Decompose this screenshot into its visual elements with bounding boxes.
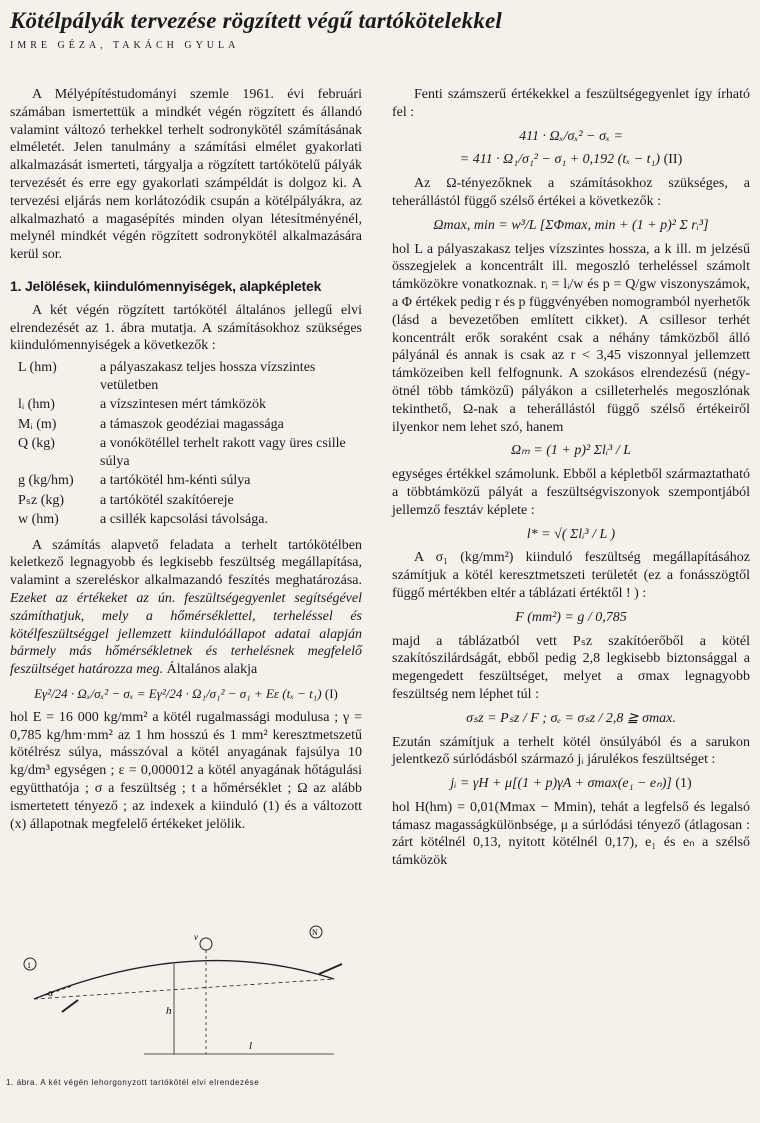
- task-tail-text: Általános alakja: [166, 662, 258, 678]
- equation-2b: [392, 151, 750, 169]
- right-anchor: [319, 964, 342, 974]
- cable-curve: [34, 961, 334, 999]
- right-paragraph-3: hol L a pályaszakasz teljes vízszintes hossza, a k ill. m jelzésű összegjelek a koncentrált ill. megoszló terheléssel számolt támközökre vonatkoznak. rᵢ = lᵢ/w és p = Q/gw viszonyszámok, a Φ értékek pedig r és p függvényében nomogramból nyerhetők (lásd a bevezetőben említett cikket). A csillesor terhét koncentrált erők soraként csak a néhány támközből álló pályánál és annak is csak az r < 3,45 viszonnyal jellemzett támközeiben kell felfognunk. A szokásos elrendezésű (négy-ötnél több támközű) pályákon a csilleterhelés megoszlónak tekinthető, Ω-nak a teherállástól függő szélső értékeiről ilyenkor nem lehet szó, hanem: [392, 241, 750, 435]
- symbol: g (kg/hm): [18, 473, 74, 489]
- equation-8-body: jᵢ = γH + μ[(1 + p)γA + σmax(e₁ − eₙ)]: [450, 776, 672, 792]
- right-paragraph-8: hol H(hm) = 0,01(Mmax − Mmin), tehát a legfelső és legalsó támasz magasságkülönbsége, μ a súrlódási tényező (átlagosan : zárt kötélnél 0,13, nyitott kötélnél 0,17), e₁ és eₙ a szélső támközök: [392, 799, 750, 869]
- chord-line: [34, 979, 334, 999]
- right-paragraph-2: Az Ω-tényezőknek a számításokhoz szükséges, a teherállástól függő szélső értékei a következők :: [392, 176, 750, 209]
- figure-caption: 1. ábra. A két végén lehorgonyzott tartókötél elvi elrendezése: [6, 1078, 260, 1087]
- equation-1-body: Eγ²/24 · Ωₓ/σₓ² − σₓ = Eγ²/24 · Ω₁/σ₁² − σ₁ + Eε (tₓ − t₁): [34, 686, 322, 702]
- equation-8-tag: (1): [675, 776, 692, 792]
- symbol: L (hm): [18, 360, 57, 376]
- right-paragraph-6: majd a táblázatból vett Pₛz szakítóerőből a kötél szakítószilárdságát, ebből pedig 2,8 legkisebb biztonsággal a megengedett feszültséget, melyet a σmax legnagyobb feszültség nem léphet túl :: [392, 633, 750, 702]
- definitions-paragraph: hol E = 16 000 kg/mm² a kötél rugalmassági modulusa ; γ = 0,785 kg/hm·mm² az 1 hm hosszú és 1 mm² keresztmetszetű kötélrész súlya, másszóval a kötél anyagának fajsúlya 10 kg/dm³ egységen ; ε = 0,000012 a kötél anyagának hőtágulási együtthatója ; σ a feszültség ; t a hőmérséklet ; Ω az alább ismertetett tényező ; az indexek a kiinduló (1) és a változott (x) állapotnak megfelelő értékeket jelölik.: [10, 709, 362, 832]
- equation-8: [392, 775, 750, 793]
- symbol-row: [18, 492, 362, 512]
- node-b-label: N: [312, 928, 318, 937]
- equation-1-tag: (I): [324, 686, 338, 702]
- symbol-row: [18, 396, 362, 416]
- symbol-desc: a pályaszakasz teljes hossza vízszintes vetületben: [100, 360, 316, 393]
- symbol: Pₛz (kg): [18, 492, 65, 508]
- h-label: h: [166, 1005, 172, 1017]
- symbol: Mᵢ (m): [18, 416, 57, 432]
- right-paragraph-5: A σ₁ (kg/mm²) kiinduló feszültség megállapításához számítjuk a kötél keresztmetszeti területét (ez a fonásszögtől függő mértékben eltér a táblázati értéktől ! ) :: [392, 550, 750, 601]
- symbol-row: [18, 416, 362, 436]
- section-paragraph: A két végén rögzített tartókötél általános jellegű elvi elrendezését az 1. ábra mutatja. A számításokhoz szükséges kiindulómennyiségek a következők :: [10, 302, 362, 354]
- equation-2-tag: (II): [663, 152, 683, 168]
- symbol-desc: a vonókötéllel terhelt rakott vagy üres csille súlya: [100, 436, 346, 469]
- article-authors: IMRE GÉZA, TAKÁCH GYULA: [10, 40, 240, 51]
- symbol-desc: a csillék kapcsolási távolsága.: [100, 512, 268, 528]
- equation-2a: 411 · Ωₓ/σₓ² − σₓ =: [519, 128, 623, 144]
- left-column: [10, 86, 362, 833]
- symbol-desc: a vízszintesen mért támközök: [100, 397, 266, 413]
- left-anchor: [62, 1000, 78, 1012]
- figure-1-diagram: [4, 904, 374, 1074]
- equation-4: Ωₘ = (1 + p)² Σlᵢ³ / L: [510, 443, 632, 459]
- right-column: [392, 86, 750, 870]
- equation-3: Ωmax, min = w³/L [ΣΦmax, min + (1 + p)² Σ rᵢ³]: [433, 217, 709, 233]
- section-heading: 1. Jelölések, kiindulómennyiségek, alapképletek: [10, 277, 322, 294]
- symbol-row: [18, 359, 362, 396]
- intro-paragraph: A Mélyépítéstudományi szemle 1961. évi februári számában ismertettük a mindkét végén rögzített és állandó valamint változó terhekkel terhelt sodronykötél számításának elméletét. Jelen tanulmány a számítási elmélet gyakorlati alkalmazását ismerteti, tárgyalja a rögzített tartókötelű pályák tervezését és erre egy gyakorlati számpéldát is dolgoz ki. A tervezési eljárás nem korlátozódik csupán a kötélpályákra, az alkalmazható a magasépítés minden olyan létesítményénél, melynél mindkét végén rögzített sodronykötél alkalmazására kerül sor.: [10, 87, 362, 263]
- v-label: v: [194, 932, 198, 942]
- right-paragraph-7: Ezután számítjuk a terhelt kötél önsúlyából és a sarukon jelentkező súrlódásból származó jᵢ járulékos feszültséget :: [392, 734, 750, 768]
- carriage-marker: [200, 938, 212, 950]
- symbol-table: [18, 359, 362, 531]
- symbol-row: [18, 435, 362, 472]
- equation-6: F (mm²) = g / 0,785: [515, 609, 627, 625]
- symbol-desc: a tartókötél hm-kénti súlya: [100, 473, 251, 489]
- right-paragraph-1: Fenti számszerű értékekkel a feszültségegyenlet így írható fel :: [392, 87, 750, 120]
- l-label: l: [249, 1040, 253, 1052]
- equation-7: σₛz = Pₛz / F ; σₑ = σₛz / 2,8 ≧ σmax.: [466, 710, 676, 726]
- task-text: A számítás alapvető feladata a terhelt tartókötélben keletkező legnagyobb és legkisebb feszültség megállapítása, valamint a szereléskor alkalmazandó feszítés meghatározása.: [10, 537, 362, 589]
- symbol: lᵢ (hm): [18, 397, 55, 413]
- symbol-desc: a tartókötél szakítóereje: [100, 492, 234, 508]
- node-a-label: 1: [27, 961, 31, 970]
- symbol-row: [18, 511, 362, 531]
- equation-1: [10, 685, 362, 703]
- right-paragraph-4: egységes értékkel számolunk. Ebből a képletből származtatható a többtámközű pályát a feszültségviszonyok szempontjából jellemző fesztáv képlete :: [392, 467, 750, 518]
- symbol: w (hm): [18, 512, 59, 528]
- equation-5: l* = √( Σlᵢ³ / L ): [526, 526, 616, 542]
- alpha-label: α: [48, 988, 54, 999]
- symbol-desc: a támaszok geodéziai magassága: [100, 416, 284, 432]
- equation-2b-body: = 411 · Ω₁/σ₁² − σ₁ + 0,192 (tₓ − t₁): [459, 152, 661, 168]
- task-paragraph: [10, 537, 362, 679]
- symbol-row: [18, 472, 362, 492]
- article-title: Kötélpályák tervezése rögzített végű tartókötelekkel: [10, 8, 503, 33]
- symbol: Q (kg): [18, 436, 55, 452]
- task-italic-text: Ezeket az értékeket az ún. feszültségegyenlet segítségével számíthatjuk, mely a hőmérséklettel, terheléssel és kötélfeszültséggel jellemzett kiindulóállapot adatai alapján bármely más hőmérsékletnek és terhelésnek megfelelő feszültséget határozza meg.: [10, 591, 362, 678]
